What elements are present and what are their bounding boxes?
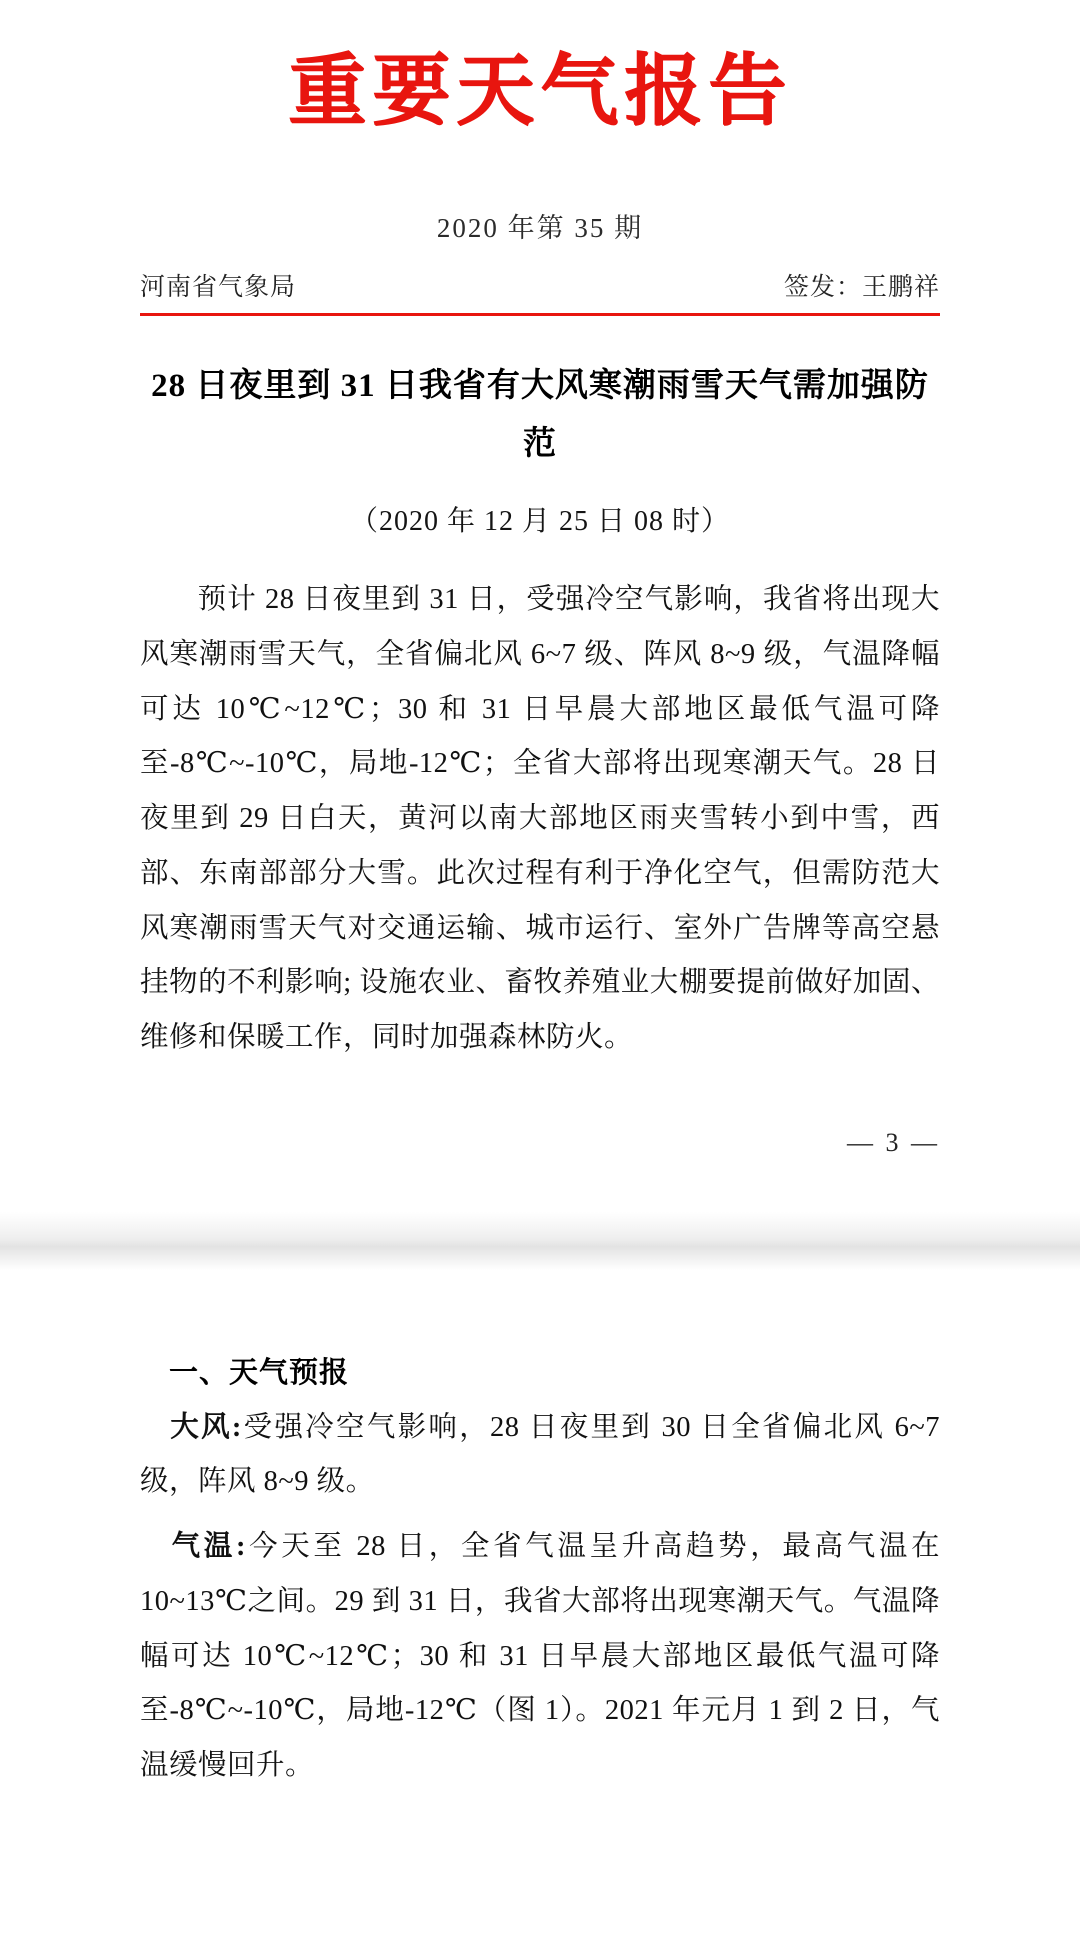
lead-paragraph-text: 预计 28 日夜里到 31 日，受强冷空气影响，我省将出现大风寒潮雨雪天气，全省偏北风 6~7 级、阵风 8~9 级，气温降幅可达 10℃~12℃；30 和 31 日早晨大部地区最低气温可降至-8℃~-10℃，局地-12℃；全省大部将出现寒潮天气。28 日夜里到 29 日白天，黄河以南大部地区雨夹雪转小到中雪，西部、东南部部分大雪。此次过程有利于净化空气，但需防范大风寒潮雨雪天气对交通运输、城市运行、室外广告牌等高空悬挂物的不利影响; 设施农业、畜牧养殖业大棚要提前做好加固、维修和保暖工作，同时加强森林防火。 [140,584,940,1054]
page-break-separator [0,1212,1080,1270]
paragraph-temperature [140,1520,940,1794]
wind-label: 大风: [168,1411,242,1443]
issue-datetime: （2020 年 12 月 25 日 08 时） [349,506,730,538]
masthead [0,0,1080,134]
section-heading-weather-forecast [140,1350,940,1391]
document-meta-row [140,267,940,303]
lead-paragraph [140,573,940,1065]
page-number: — 3 — [847,1127,940,1157]
red-divider-rule [140,313,940,316]
issue-number: 2020 年第 35 期 [436,212,644,243]
report-masthead-title: 重要天气报告 [287,47,792,134]
signed-by: 签发：王鹏祥 [783,273,940,301]
issuing-agency: 河南省气象局 [140,273,297,301]
wind-text: 受强冷空气影响，28 日夜里到 30 日全省偏北风 6~7 级，阵风 8~9 级。 [140,1411,940,1498]
temperature-text: 今天至 28 日，全省气温呈升高趋势，最高气温在 10~13℃之间。29 到 31 日，我省大部将出现寒潮天气。气温降幅可达 10℃~12℃；30 和 31 日早晨大部地区最低气温可降至-8℃~-10℃，局地-12℃（图 1）。2021 年元月 1 到 2 日，气温缓慢回升。 [140,1531,940,1782]
page-title: 28 日夜里到 31 日我省有大风寒潮雨雪天气需加强防范 [151,367,929,462]
section-heading-text: 一、天气预报 [169,1356,350,1389]
report-page-2 [0,1270,1080,1794]
temperature-label: 气温: [168,1531,246,1563]
paragraph-wind [140,1401,940,1510]
